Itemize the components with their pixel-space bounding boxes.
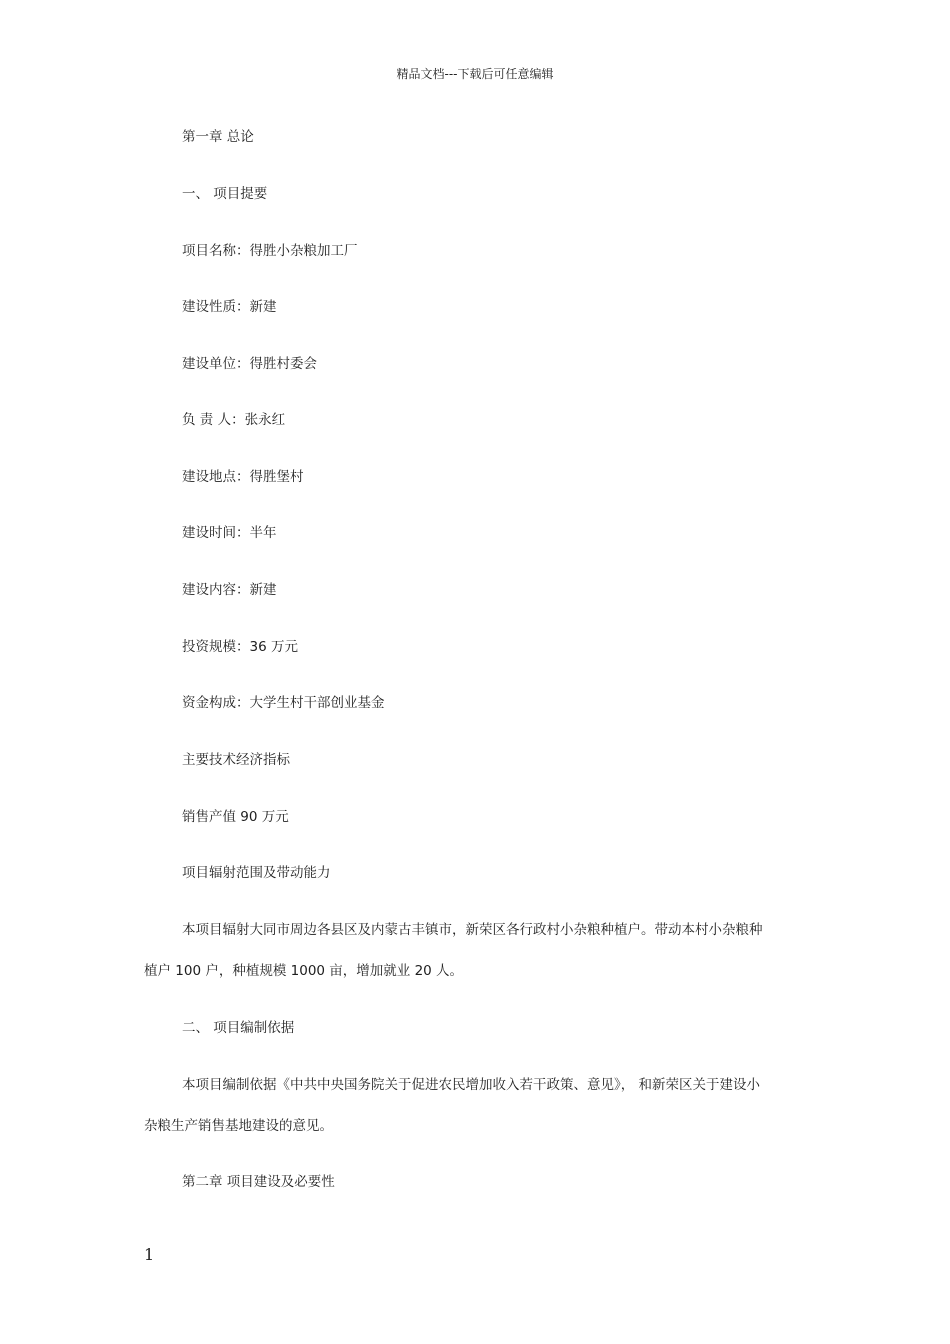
basis-paragraph-line-1: 本项目编制依据《中共中央国务院关于促进农民增加收入若干政策、意见》， 和新荣区关于建设小 <box>182 1077 761 1093</box>
sales-line: 销售产值 90 万元 <box>182 809 289 825</box>
construction-content-line: 建设内容：新建 <box>182 582 277 598</box>
investment-line: 投资规模：36 万元 <box>182 639 298 655</box>
scope-paragraph-line-2: 植户 100 户，种植规模 1000 亩，增加就业 20 人。 <box>144 963 464 979</box>
page-number: 1 <box>144 1245 155 1264</box>
section-heading: 一、 项目提要 <box>182 186 268 202</box>
funding-line: 资金构成：大学生村干部创业基金 <box>182 695 385 711</box>
construction-nature-line: 建设性质：新建 <box>182 299 277 315</box>
indicators-heading: 主要技术经济指标 <box>182 752 290 768</box>
construction-unit-line: 建设单位：得胜村委会 <box>182 356 317 372</box>
chapter-heading: 第二章 项目建设及必要性 <box>182 1174 335 1190</box>
scope-paragraph-line-1: 本项目辐射大同市周边各县区及内蒙古丰镇市，新荣区各行政村小杂粮种植户。带动本村小杂粮种 <box>182 922 763 938</box>
scope-heading: 项目辐射范围及带动能力 <box>182 865 331 881</box>
page-header: 精品文档---下载后可任意编辑 <box>396 67 554 81</box>
chapter-heading: 第一章 总论 <box>182 129 254 145</box>
section-heading: 二、 项目编制依据 <box>182 1020 295 1036</box>
project-name-line: 项目名称：得胜小杂粮加工厂 <box>182 243 358 259</box>
basis-paragraph-line-2: 杂粮生产销售基地建设的意见。 <box>144 1118 333 1134</box>
duration-line: 建设时间：半年 <box>182 525 277 541</box>
location-line: 建设地点：得胜堡村 <box>182 469 304 485</box>
responsible-person-line: 负 责 人：张永红 <box>182 412 286 428</box>
